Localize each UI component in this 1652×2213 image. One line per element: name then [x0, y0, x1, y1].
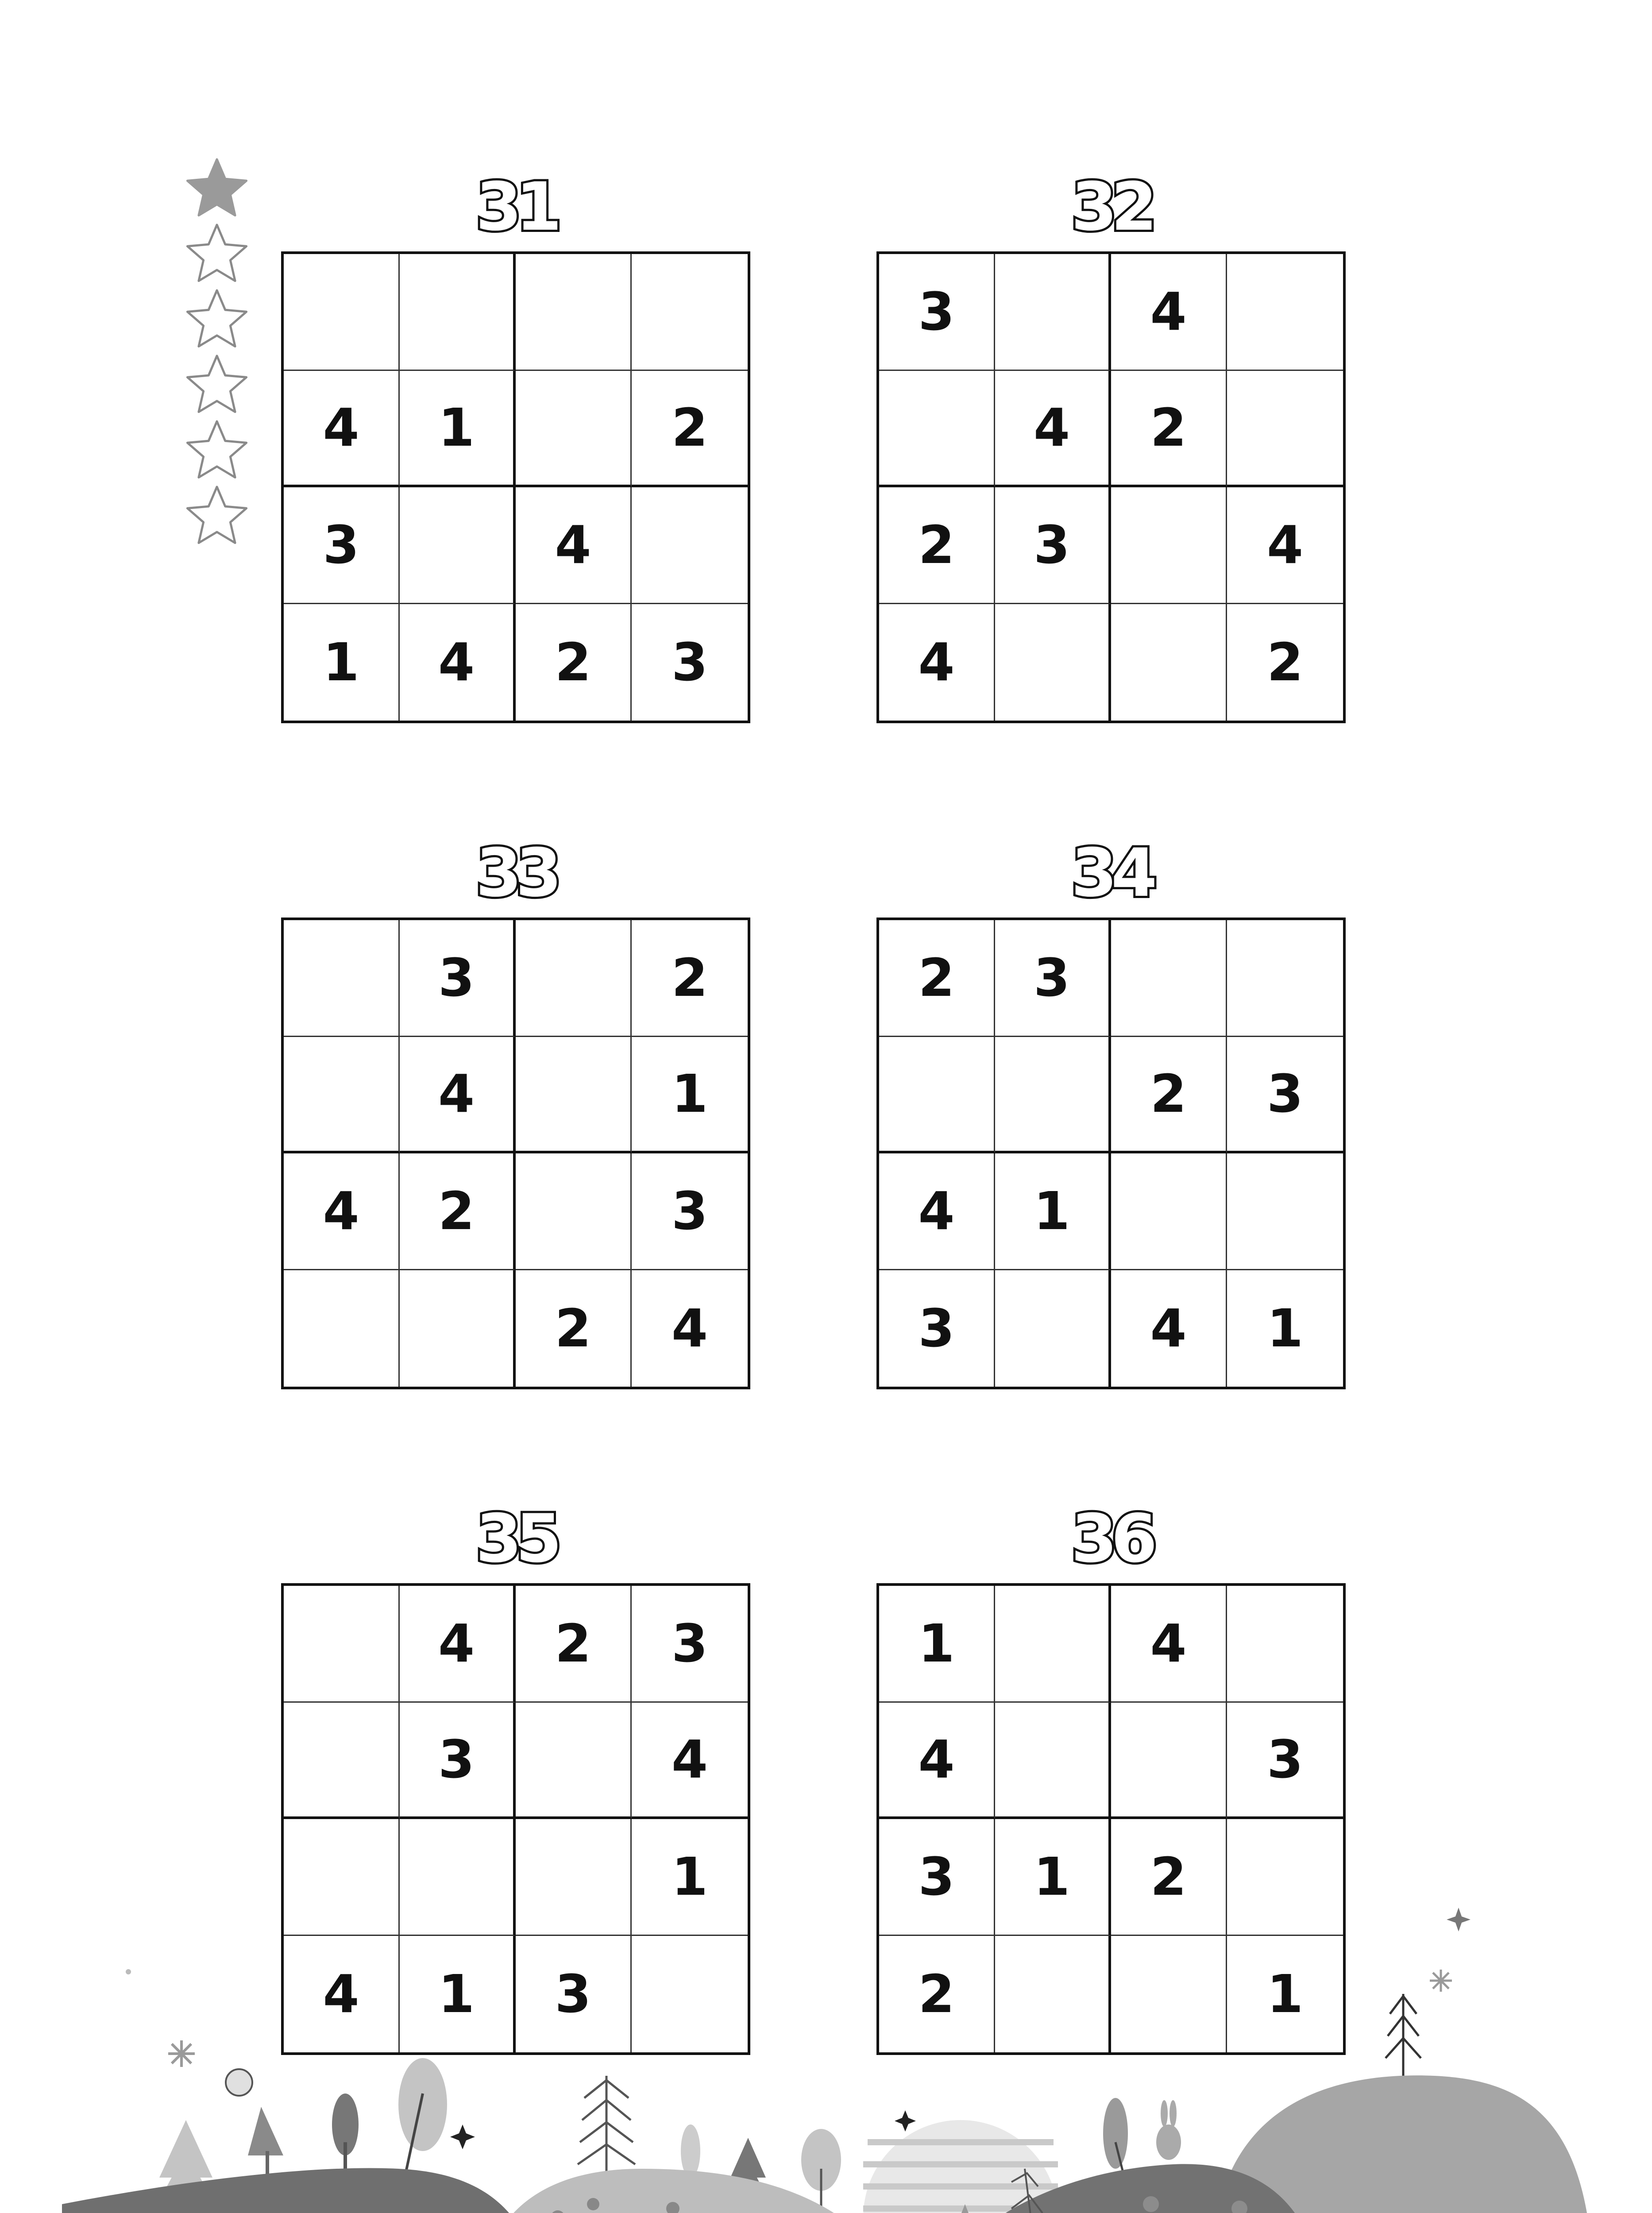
sudoku-cell-given: 1: [879, 1586, 995, 1703]
sudoku-cell-given: 3: [995, 920, 1111, 1037]
sudoku-cell-empty[interactable]: [1227, 371, 1343, 488]
sudoku-cell-given: 1: [995, 1819, 1111, 1936]
sudoku-cell-empty[interactable]: [632, 487, 748, 604]
puzzle-number: 36: [1071, 1500, 1151, 1577]
sudoku-cell-given: 2: [516, 1270, 632, 1387]
sudoku-cell-given: 1: [632, 1819, 748, 1936]
sudoku-cell-empty[interactable]: [995, 604, 1111, 721]
star-sparkle-icon: [895, 2110, 916, 2132]
sudoku-cell-given: 1: [400, 1936, 516, 2053]
sparkle-icon: [168, 2040, 195, 2067]
sudoku-cell-given: 4: [400, 1037, 516, 1154]
sudoku-cell-given: 1: [1266, 1963, 1304, 2025]
sudoku-cell-given: 2: [1266, 632, 1304, 693]
sudoku-cell-empty[interactable]: [1111, 604, 1227, 721]
sudoku-cell-given: 4: [400, 604, 516, 721]
sudoku-cell-given: 4: [400, 1586, 516, 1703]
sudoku-cell-empty[interactable]: [1227, 254, 1343, 371]
sudoku-cell-empty[interactable]: [284, 1586, 400, 1703]
sudoku-grid: [281, 251, 750, 723]
sudoku-cell-given: 3: [879, 1819, 995, 1936]
sudoku-cell-given: 2: [516, 1586, 632, 1703]
sudoku-cell-given: 2: [879, 487, 995, 604]
sudoku-cell-empty[interactable]: [400, 254, 516, 371]
bee-icon: [226, 2069, 252, 2096]
sudoku-cell-empty[interactable]: [516, 254, 632, 371]
star-outline-icon: [187, 421, 246, 478]
diamond-sparkle-icon: [1447, 1908, 1471, 1932]
sudoku-cell-given: 4: [1227, 487, 1343, 604]
sudoku-cell-given: 3: [995, 487, 1111, 604]
sudoku-cell-given: 3: [1227, 1037, 1343, 1154]
sudoku-cell-given: 4: [1111, 1586, 1227, 1703]
puzzle-number: 35: [475, 1500, 556, 1577]
sudoku-grid: [876, 251, 1346, 723]
sudoku-cell-empty[interactable]: [1227, 1586, 1343, 1703]
sudoku-cell-given: 2: [516, 604, 632, 721]
sudoku-cell-empty[interactable]: [1111, 487, 1227, 604]
sudoku-cell-empty[interactable]: [400, 487, 516, 604]
star-outline-icon: [187, 225, 246, 281]
sudoku-cell-given: 4: [671, 1298, 708, 1359]
sudoku-cell-empty[interactable]: [995, 1586, 1111, 1703]
dot-icon: [126, 1969, 131, 1974]
sudoku-grid: [876, 918, 1346, 1389]
sudoku-cell-given: 4: [632, 1703, 748, 1820]
sudoku-cell-given: 2: [1111, 1819, 1227, 1936]
sudoku-cell-given: 2: [632, 371, 748, 488]
sudoku-cell-given: 2: [879, 920, 995, 1037]
tree-icon: [398, 2058, 447, 2151]
sudoku-cell-empty[interactable]: [995, 1037, 1111, 1154]
sudoku-cell-empty[interactable]: [1227, 1153, 1343, 1270]
sudoku-cell-given: 4: [879, 1153, 995, 1270]
sudoku-cell-given: 1: [995, 1153, 1111, 1270]
sudoku-cell-given: 4: [284, 1153, 400, 1270]
sudoku-cell-empty[interactable]: [632, 254, 748, 371]
sudoku-cell-given: 3: [1227, 1703, 1343, 1820]
sudoku-cell-given: 1: [1266, 1298, 1304, 1359]
sudoku-cell-empty[interactable]: [284, 1703, 400, 1820]
sudoku-cell-given: 4: [284, 1936, 400, 2053]
sudoku-cell-given: 3: [400, 1703, 516, 1820]
star-outline-icon: [187, 290, 246, 347]
sudoku-cell-given: 1: [284, 604, 400, 721]
sudoku-cell-empty[interactable]: [995, 1703, 1111, 1820]
sudoku-cell-given: 1: [400, 371, 516, 488]
sudoku-cell-given: 4: [1111, 1270, 1227, 1387]
landscape-illustration: [0, 1859, 1652, 2213]
sudoku-cell-given: 2: [400, 1153, 516, 1270]
sudoku-cell-empty[interactable]: [995, 1270, 1111, 1387]
sudoku-cell-given: 4: [879, 1703, 995, 1820]
tree-icon: [1103, 2098, 1128, 2169]
sudoku-cell-given: 3: [879, 254, 995, 371]
sudoku-cell-empty[interactable]: [1111, 920, 1227, 1037]
sudoku-cell-given: 2: [1111, 1037, 1227, 1154]
sudoku-cell-given: 3: [284, 487, 400, 604]
sudoku-cell-empty[interactable]: [516, 1037, 632, 1154]
puzzle-number: 32: [1071, 169, 1151, 246]
sudoku-cell-empty[interactable]: [284, 1270, 400, 1387]
sudoku-cell-given: 4: [1111, 254, 1227, 371]
puzzle-number: 33: [475, 835, 556, 912]
sudoku-cell-empty[interactable]: [516, 920, 632, 1037]
star-outline-icon: [187, 487, 246, 543]
sudoku-cell-given: 1: [632, 1037, 748, 1154]
sudoku-cell-given: 3: [632, 1586, 748, 1703]
sudoku-cell-given: 4: [879, 604, 995, 721]
tree-icon: [681, 2124, 700, 2178]
decorative-sparkles: [126, 1908, 1471, 2149]
sudoku-cell-empty[interactable]: [879, 371, 995, 488]
pine-tree-icon: [1386, 1994, 1421, 2076]
tree-icon: [248, 2107, 283, 2155]
sudoku-cell-given: 3: [400, 920, 516, 1037]
sudoku-cell-empty[interactable]: [284, 1037, 400, 1154]
sudoku-cell-empty[interactable]: [1111, 1153, 1227, 1270]
sudoku-cell-empty[interactable]: [1227, 920, 1343, 1037]
sudoku-cell-given: 4: [516, 487, 632, 604]
sudoku-cell-given: 4: [284, 371, 400, 488]
sudoku-cell-given: 3: [671, 632, 708, 693]
sudoku-cell-empty[interactable]: [995, 254, 1111, 371]
sudoku-cell-given: 3: [516, 1936, 632, 2053]
sudoku-cell-given: 2: [879, 1936, 995, 2053]
sudoku-cell-given: 3: [632, 1153, 748, 1270]
sudoku-cell-given: 2: [632, 920, 748, 1037]
difficulty-stars: [177, 155, 257, 553]
sudoku-cell-empty[interactable]: [879, 1037, 995, 1154]
sudoku-cell-empty[interactable]: [516, 1703, 632, 1820]
star-sparkle-icon: [450, 2124, 475, 2149]
sudoku-cell-empty[interactable]: [284, 254, 400, 371]
sudoku-cell-given: 2: [1111, 371, 1227, 488]
star-outline-icon: [187, 356, 246, 412]
sparkle-icon: [1430, 1970, 1452, 1992]
puzzle-number: 31: [475, 169, 556, 246]
sudoku-cell-given: 4: [995, 371, 1111, 488]
rabbit-icon: [1156, 2100, 1181, 2160]
sudoku-cell-empty[interactable]: [400, 1270, 516, 1387]
star-filled-icon: [187, 159, 246, 216]
sudoku-cell-empty[interactable]: [516, 371, 632, 488]
sudoku-cell-empty[interactable]: [516, 1153, 632, 1270]
puzzle-number: 34: [1071, 835, 1151, 912]
sudoku-cell-empty[interactable]: [284, 920, 400, 1037]
sudoku-cell-empty[interactable]: [1111, 1703, 1227, 1820]
sudoku-grid: [281, 918, 750, 1389]
sudoku-cell-given: 3: [879, 1270, 995, 1387]
